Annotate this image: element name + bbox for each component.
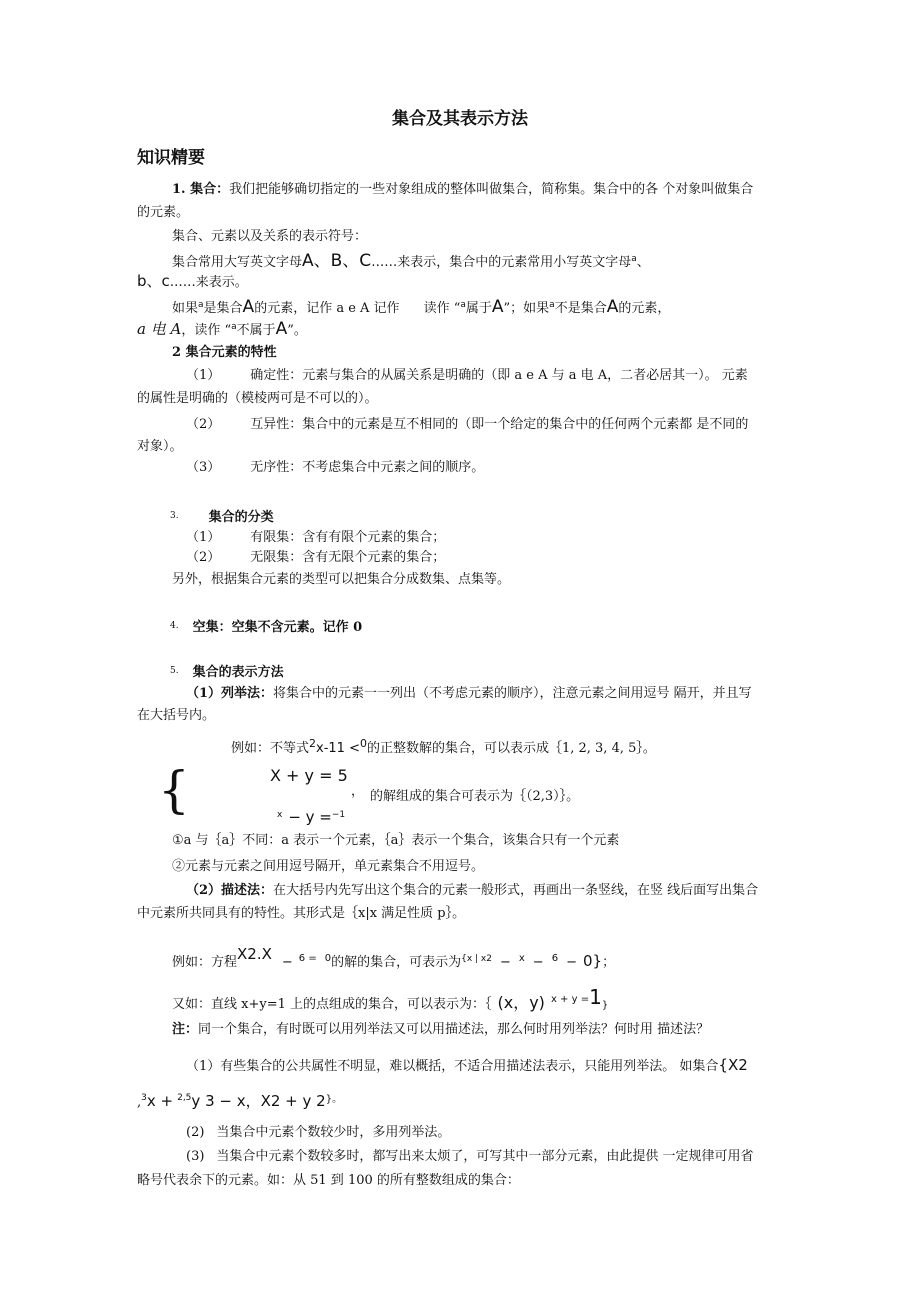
- s5-m2-cont: 中元素所共同具有的特性。其形式是｛x|x 满足性质 p｝。: [137, 906, 466, 921]
- s1-line-6: [172, 296, 670, 318]
- s5-n1-cont: [137, 1087, 342, 1114]
- t: 6: [551, 953, 559, 964]
- t: 同一个集合，有时既可以用列举法又可以用描述法，那么何时用列举法？何时用 描述法？: [198, 1022, 710, 1037]
- t: （2）描述法：: [186, 883, 274, 898]
- t: 、: [636, 255, 650, 270]
- t: (2): [186, 1125, 205, 1140]
- s5-heading: [170, 662, 284, 682]
- t: 注：: [172, 1022, 199, 1037]
- t: 0: [324, 953, 332, 964]
- t: a: [231, 322, 237, 332]
- t: （2）: [186, 550, 221, 565]
- t: A: [242, 297, 255, 317]
- t: 不属于: [236, 323, 276, 338]
- t: ”。: [287, 323, 307, 338]
- s2-item-2: [186, 416, 748, 434]
- system-description: 的解组成的集合可表示为｛（2,3）｝。: [370, 789, 580, 804]
- t: 集合常用大写英文字母: [172, 255, 303, 270]
- t: 5.: [170, 666, 179, 676]
- system-eq-2: [277, 804, 345, 828]
- t: 3.: [170, 511, 179, 521]
- system-comma: ，: [351, 784, 365, 799]
- s5-m1-cont: 在大括号内。: [137, 708, 216, 723]
- t: 1: [589, 985, 602, 1009]
- t: 。: [234, 275, 248, 290]
- t: 4.: [170, 621, 179, 631]
- t: ……来表示: [169, 275, 235, 290]
- s5-n3: [186, 1148, 754, 1166]
- section-heading: 知识精要: [137, 148, 205, 168]
- t: 将集合中的元素一一列出（不考虑元素的顺序），注意元素之间用逗号 隔开，并且写: [273, 686, 752, 701]
- t: {X2: [718, 1056, 748, 1074]
- t: (3): [186, 1149, 205, 1164]
- t: （2）: [186, 417, 221, 432]
- t: ,: [137, 1095, 142, 1110]
- t: A: [606, 297, 619, 317]
- t: ；: [602, 955, 616, 970]
- s5-example-3: [172, 985, 608, 1018]
- s3-item-2: [186, 549, 445, 567]
- t: 6 =: [298, 953, 317, 964]
- s2-heading: 2 集合元素的特性: [172, 345, 277, 360]
- t: {x | x2: [461, 954, 492, 964]
- t: (x，y): [497, 993, 545, 1012]
- s1-line-5: [137, 272, 248, 292]
- t: 是集合: [203, 301, 243, 316]
- s5-comment-2: ②元素与元素之间用逗号隔开，单元素集合不用逗号。: [172, 859, 485, 874]
- t: 2,5: [177, 1093, 192, 1103]
- s4-line: [170, 617, 362, 637]
- page-title: 集合及其表示方法: [392, 109, 528, 129]
- t: （1）有些集合的公共属性不明显，难以概括，不适合用描述法表示，只能用列举法。 如集合: [186, 1059, 719, 1074]
- s1-text: 我们把能够确切指定的一些对象组成的整体叫做集合，简称集。集合中的各 个对象叫做集合: [229, 182, 754, 197]
- t: 有限集：含有有限个元素的集合；: [250, 530, 446, 545]
- s2-item-2-cont: 对象）。: [137, 439, 183, 454]
- t: 确定性：元素与集合的从属关系是明确的（即 a e A 与 a 电 A，二者必居其一）。 元素: [250, 368, 748, 383]
- t: −: [566, 955, 577, 970]
- t: − y =: [288, 808, 332, 826]
- t: 0}: [582, 952, 603, 970]
- t: 的解的集合，可表示为: [331, 955, 462, 970]
- t: −: [532, 955, 544, 970]
- t: −: [499, 955, 511, 970]
- s5-m1: [186, 685, 752, 703]
- t: a: [631, 254, 637, 264]
- t: x: [518, 953, 525, 964]
- s2-item-3: [186, 459, 484, 477]
- t: 在大括号内先写出这个集合的元素一般形式，再画出一条竖线，在竖 线后面写出集合: [273, 883, 759, 898]
- s5-n3-cont: 略号代表余下的元素。如：从 51 到 100 的所有整数组成的集合：: [137, 1173, 520, 1188]
- t: a: [460, 300, 466, 310]
- t: ……来表示，集合中的元素常用小写英文字母: [371, 255, 632, 270]
- s5-example-1: [231, 735, 656, 758]
- t: 集合的分类: [208, 510, 274, 525]
- t: 读作 “: [423, 301, 461, 316]
- s2-item-1-cont: 的属性是明确的（模棱两可是不可以的）。: [137, 391, 378, 406]
- t: 的元素，记作 a e A 记作: [254, 301, 400, 316]
- t: −1: [331, 810, 346, 820]
- t: 的正整数解的集合，可以表示成｛1, 2, 3, 4, 5｝。: [366, 741, 656, 756]
- s5-note: [172, 1021, 709, 1039]
- s1-line-2: 的元素。: [137, 205, 190, 220]
- s1-line-1: [172, 181, 753, 199]
- t: 空集：空集不含元素。记作 0: [192, 620, 363, 635]
- t: A: [275, 319, 288, 339]
- t: A: [491, 297, 504, 317]
- t: （1）: [186, 368, 221, 383]
- t: a: [549, 300, 555, 310]
- t: 例如：不等式: [231, 741, 310, 756]
- t: 2: [309, 737, 317, 750]
- s5-example-2: [172, 943, 615, 974]
- t: x + y =: [550, 994, 590, 1005]
- t: b、c: [137, 272, 170, 290]
- s5-n1: [186, 1054, 748, 1078]
- t: 当集合中元素个数较多时，都写出来太烦了，可写其中一部分元素，由此提供 一定规律可用省: [216, 1149, 754, 1164]
- s2-item-1: [186, 367, 748, 385]
- t: ，读作 “: [181, 323, 232, 338]
- s3-heading: [170, 507, 274, 527]
- t: −: [281, 955, 293, 970]
- s3-item-1: [186, 529, 445, 547]
- t: 属于: [465, 301, 492, 316]
- t: ”；如果: [503, 301, 550, 316]
- t: }: [601, 1000, 609, 1011]
- t: （1）列举法：: [186, 686, 274, 701]
- t: x-11 <: [316, 741, 360, 756]
- t: （3）: [186, 460, 221, 475]
- s5-n2: [186, 1124, 450, 1142]
- s1-line-3: 集合、元素以及关系的表示符号：: [172, 229, 368, 244]
- t: 3: [141, 1093, 147, 1103]
- t: 又如：直线 x+y=1 上的点组成的集合，可以表示为：｛: [172, 997, 492, 1012]
- t: x: [277, 810, 283, 820]
- equation-brace: {: [158, 761, 190, 819]
- t: 例如：方程: [172, 955, 238, 970]
- system-eq-1: X + y = 5: [270, 766, 348, 785]
- t: 无限集：含有无限个元素的集合；: [250, 550, 446, 565]
- t: 的元素，: [618, 301, 671, 316]
- t: 集合的表示方法: [192, 665, 284, 680]
- t: 如果: [172, 301, 199, 316]
- s1-line-4: [172, 250, 650, 272]
- t: 当集合中元素个数较少时，多用列举法。: [216, 1125, 451, 1140]
- s1-line-7: [137, 318, 307, 340]
- t: 不是集合: [554, 301, 607, 316]
- t: x +: [146, 1092, 174, 1110]
- s5-m2: [186, 882, 758, 900]
- t: （1）: [186, 530, 221, 545]
- t: a 电 A: [137, 320, 182, 338]
- t: 0: [359, 737, 367, 750]
- s5-comment-1: ①a 与｛a｝不同：a 表示一个元素，｛a｝表示一个集合，该集合只有一个元素: [172, 833, 620, 848]
- s3-note: 另外，根据集合元素的类型可以把集合分成数集、点集等。: [172, 572, 511, 587]
- t: A、B、C: [302, 251, 372, 271]
- s1-label: 1. 集合：: [172, 182, 230, 197]
- t: X2.X: [237, 945, 272, 963]
- t: 互异性：集合中的元素是互不相同的（即一个给定的集合中的任何两个元素都 是不同的: [250, 417, 749, 432]
- t: 无序性：不考虑集合中元素之间的顺序。: [250, 460, 485, 475]
- t: a: [198, 300, 204, 310]
- t: }。: [325, 1094, 343, 1105]
- t: y 3 − x，X2 + y 2: [191, 1092, 326, 1110]
